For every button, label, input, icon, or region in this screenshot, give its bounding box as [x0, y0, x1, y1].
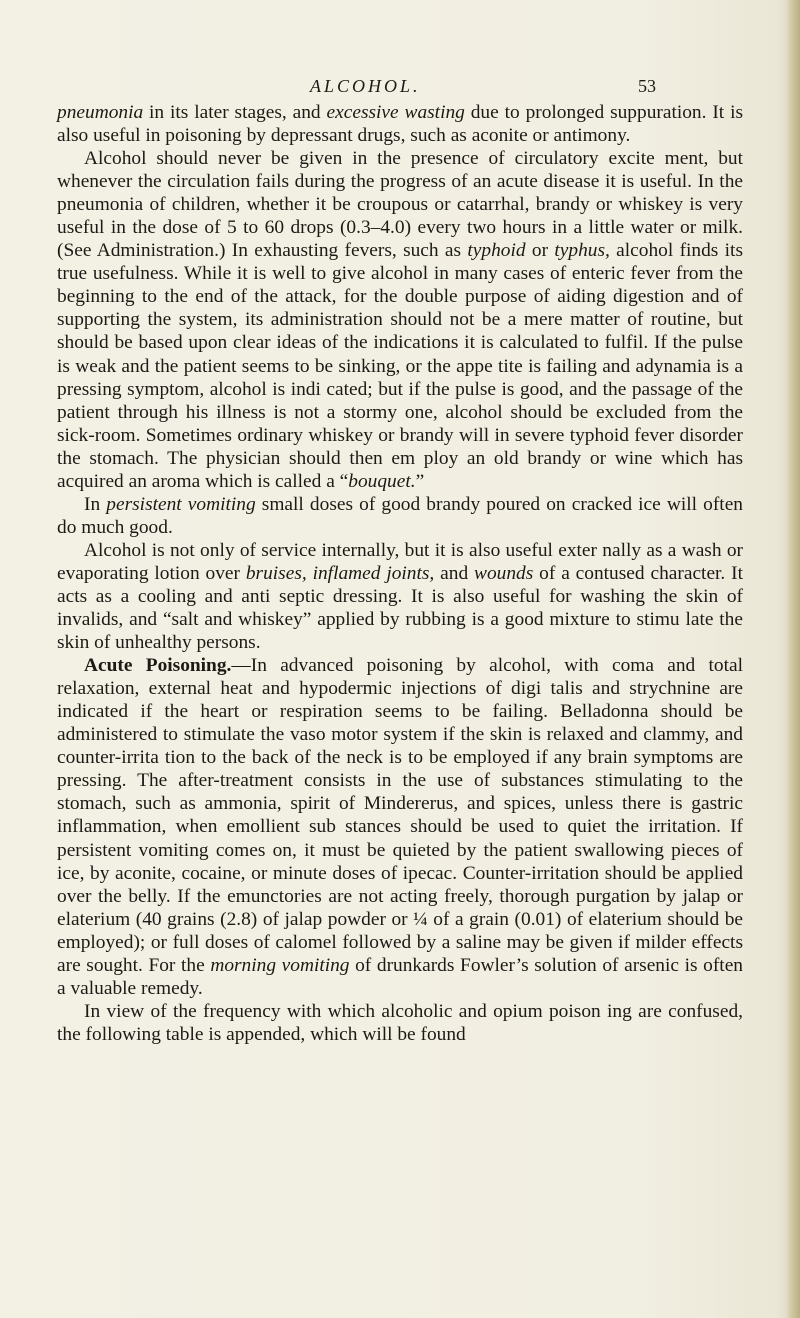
paragraph	[57, 147, 743, 493]
emphasis-text: persistent vomiting	[106, 493, 256, 515]
text-run: In view of the frequency with which alcoholic and opium poison ing are confused, the following table is appended, which will be found	[57, 1000, 743, 1045]
section-heading: Acute Poisoning.	[84, 655, 232, 677]
text-run: in its later stages, and	[143, 102, 327, 123]
emphasis-text: wounds	[474, 562, 534, 584]
text-run: small doses of good brandy poured on cracked ice will often do much good.	[57, 493, 743, 538]
page-number: 53	[638, 76, 656, 96]
emphasis-text: morning vomiting	[210, 954, 350, 976]
paragraph	[57, 493, 743, 539]
text-run: ”	[415, 470, 425, 492]
page-edge-shadow	[786, 0, 800, 1318]
paragraph	[57, 654, 743, 1000]
text-run: due to prolonged suppuration. It is also useful in poisoning by depressant drugs, such as aconite or antimony.	[57, 102, 743, 147]
text-run: of a contused character. It acts as a cooling and anti septic dressing. It is also useful for washing the skin of invalids, and “salt and whiskey” applied by rubbing is a good mixture to stimu late the skin of unhealthy persons.	[57, 562, 743, 654]
text-run: —In advanced poisoning by alcohol, with coma and total relaxation, external heat and hypodermic injections of digi talis and strychnine are indicated if the heart or respiration seems to be failing. Belladonna should be administered to stimulate the vaso motor system if the skin is relaxed and clammy, and counter-irrita tion to the back of the neck is to be employed if any brain symptoms are pressing. The after-treatment consists in the use of substances stimulating to the stomach, such as ammonia, spirit of Mindererus, and spices, unless there is gastric inflammation, when emollient sub stances should be used to quiet the irritation. If persistent vomiting comes on, it must be quieted by the patient swallowing pieces of ice, by aconite, cocaine, or minute doses of ipecac. Counter-irritation should be applied over the belly. If the emunctories are not acting freely, thorough purgation by jalap or elaterium (40 grains (2.8) of jalap powder or ¼ of a grain (0.01) of elaterium should be employed); or full doses of calomel followed by a saline may be given if milder effects are sought. For the	[57, 655, 743, 976]
paragraph	[57, 101, 743, 147]
text-run: Alcohol should never be given in the presence of circulatory excite ment, but whenever the circulation fails during the progress of an acute disease it is useful. In the pneumonia of children, whether it be croupous or catarrhal, brandy or whiskey is very useful in the dose of 5 to 60 drops (0.3–4.0) every two hours in a little water or milk. (See Administration.) In exhausting fevers, such as	[57, 148, 743, 262]
emphasis-text: bruises, inflamed joints,	[245, 562, 435, 584]
paragraph	[57, 1000, 743, 1046]
text-run: Alcohol is not only of service internally, but it is also useful exter nally as a wash or evaporating lotion over	[57, 539, 743, 584]
text-run: In	[84, 493, 107, 515]
text-run: or	[525, 240, 555, 262]
page-header	[0, 76, 800, 102]
running-head: ALCOHOL.	[310, 76, 421, 96]
paragraph	[57, 539, 743, 654]
emphasis-text: bouquet.	[348, 470, 416, 492]
emphasis-text: excessive wasting	[326, 102, 465, 123]
text-run: alcohol finds its true usefulness. While it is well to give alcohol in many cases of enteric fever from the beginning to the end of the attack, for the double purpose of aiding digestion and of supporting the system, its administration should not be a mere matter of routine, but should be based upon clear ideas of the indications it is calculated to fulfil. If the pulse is weak and the patient seems to be sinking, or the appe tite is failing and adynamia is a pressing symptom, alcohol is indi cated; but if the pulse is good, and the passage of the patient through his illness is not a stormy one, alcohol should be excluded from the sick-room. Sometimes ordinary whiskey or brandy will in severe typhoid fever disorder the stomach. The physician should then em ploy an old brandy or wine which has acquired an aroma which is called a “	[57, 240, 743, 492]
text-run: of drunkards Fowler’s solution of arsenic is often a valuable remedy.	[57, 954, 743, 999]
emphasis-text: typhus,	[554, 240, 610, 262]
emphasis-text: typhoid	[467, 240, 526, 262]
emphasis-text: pneumonia	[57, 102, 144, 123]
body-text	[57, 101, 743, 1046]
text-run: and	[434, 562, 475, 584]
